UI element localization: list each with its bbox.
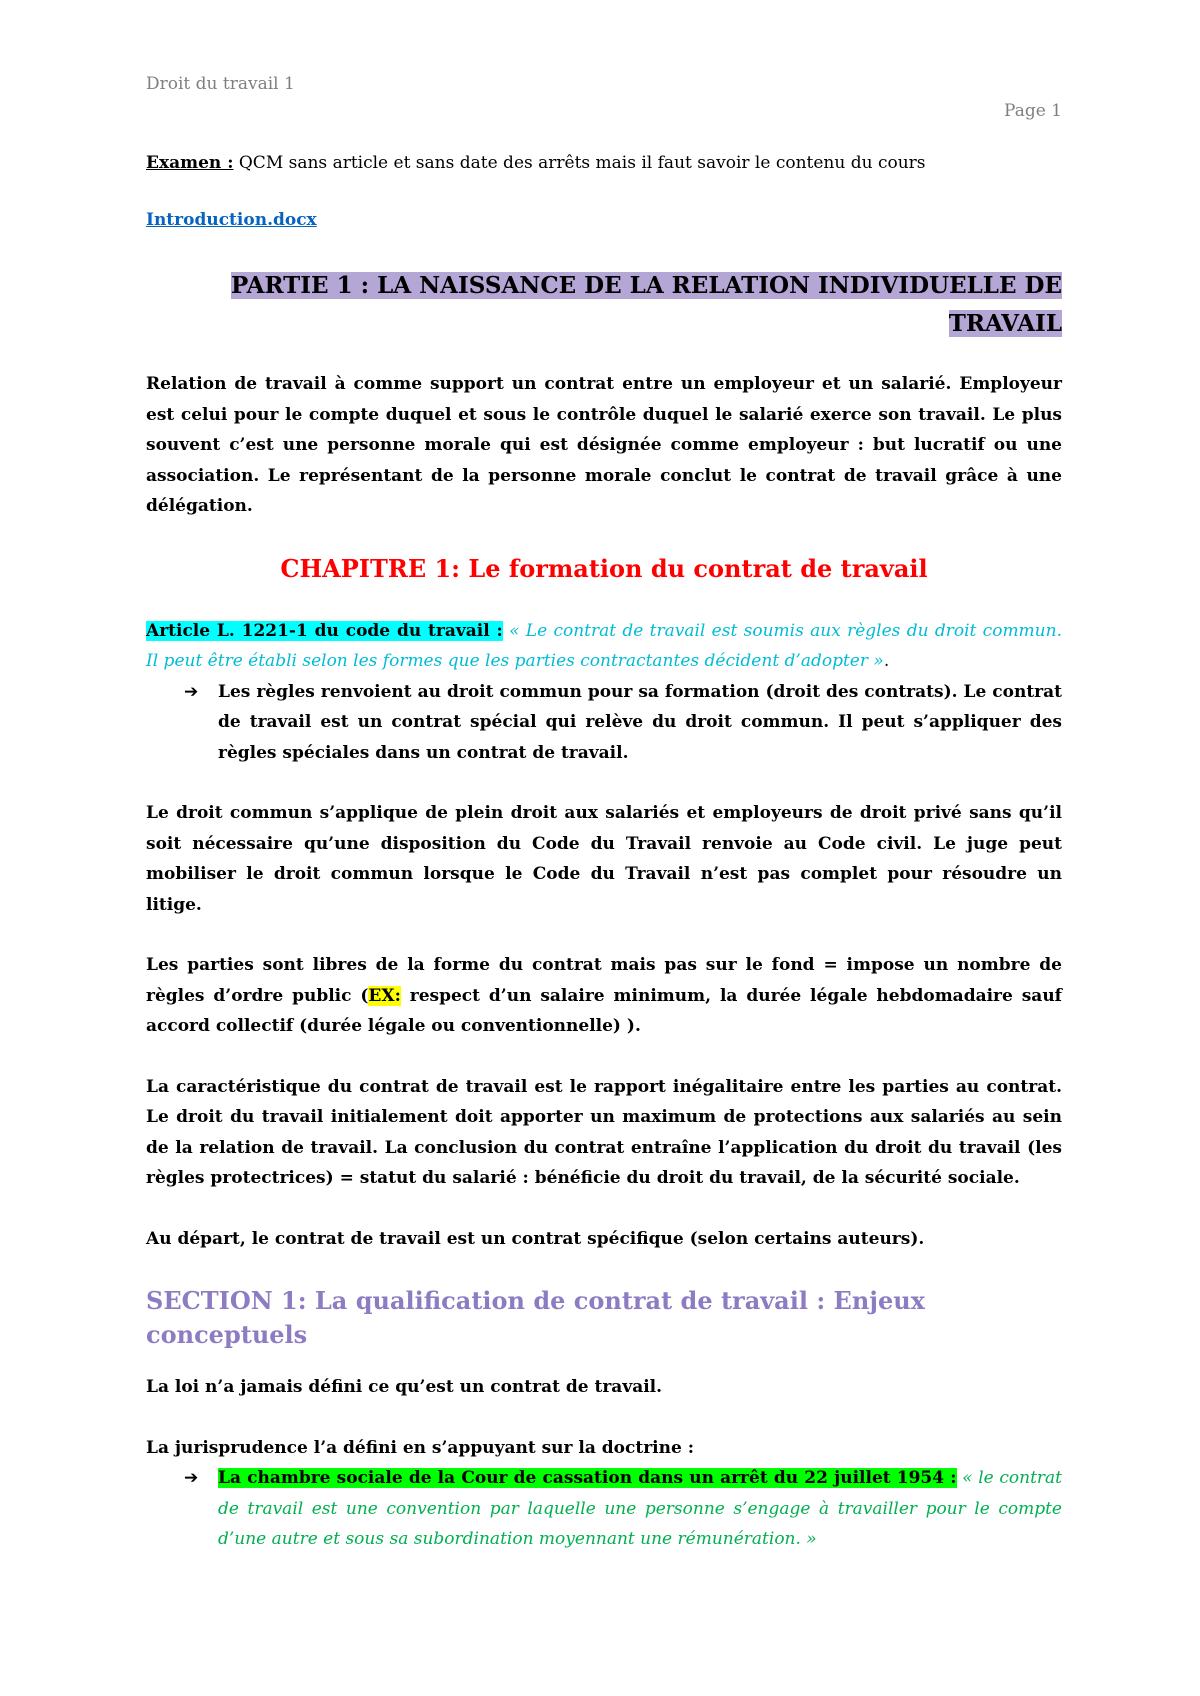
header-title: Droit du travail 1 [146, 74, 295, 94]
exam-note [146, 148, 1062, 179]
paragraph-loi: La loi n’a jamais défini ce qu’est un contrat de travail. [146, 1377, 663, 1397]
parties-after: respect d’un salaire minimum, la durée légale hebdomadaire sauf accord collectif (durée légale ou conventionnelle) ). [146, 985, 1062, 1036]
partie-line-2: TRAVAIL [948, 310, 1062, 337]
article-quote: « Le contrat de travail est soumis aux règles du droit commun. Il peut être établi selon les formes que les parties contractantes décident d’adopter » [146, 620, 1062, 671]
arrow-text-1: Les règles renvoient au droit commun pour sa formation (droit des contrats). Le contrat de travail est un contrat spécial qui relève du droit commun. Il peut s’appliquer des règles spéciales dans un contrat de travail. [218, 681, 1062, 763]
list-item [146, 677, 1062, 769]
arrow-2-quote: « le contrat de travail est une convention par laquelle une personne s’engage à travailler pour le compte d’une autre et sous sa subordination moyennant une rémunération. » [218, 1468, 1062, 1549]
exam-label: Examen : [146, 153, 234, 173]
parties-before: Les parties sont libres de la forme du contrat mais pas sur le fond = impose un nombre de règles d’ordre public ( [146, 955, 1062, 1006]
chapter-heading: CHAPITRE 1: Le formation du contrat de travail [280, 553, 928, 583]
partie-heading [146, 267, 1062, 343]
arrow-icon: ➔ [184, 681, 199, 702]
paragraph-jurisprudence: La jurisprudence l’a défini en s’appuyant sur la doctrine : [146, 1437, 695, 1458]
intro-paragraph: Relation de travail à comme support un contrat entre un employeur et un salarié. Employeur est celui pour le compte duquel et sous le contrôle duquel le salarié exerce son travail. Le plus souvent c’est une personne morale qui est désignée comme employeur : but lucratif ou une association. Le représentant de la personne morale conclut le contrat de travail grâce à une délégation. [146, 374, 1062, 516]
ex-label: EX: [368, 985, 401, 1006]
partie-line-1: PARTIE 1 : LA NAISSANCE DE LA RELATION INDIVIDUELLE DE [230, 272, 1062, 299]
article-label: Article L. 1221-1 du code du travail : [146, 620, 503, 641]
arrow-2-label: La chambre sociale de la Cour de cassation dans un arrêt du 22 juillet 1954 : [218, 1468, 957, 1488]
section-heading: SECTION 1: La qualification de contrat de travail : Enjeux conceptuels [146, 1286, 925, 1349]
document-body [146, 148, 1062, 1555]
paragraph-depart: Au départ, le contrat de travail est un contrat spécifique (selon certains auteurs). [146, 1228, 925, 1249]
article-end: . [883, 651, 890, 671]
introduction-link[interactable]: Introduction.docx [146, 209, 317, 230]
exam-text: QCM sans article et sans date des arrêts mais il faut savoir le contenu du cours [233, 153, 926, 173]
paragraph-caracteristique: La caractéristique du contrat de travail est le rapport inégalitaire entre les parties au contrat. Le droit du travail initialement doit apporter un maximum de protections aux salariés au sein de la relation de travail. La conclusion du contrat entraîne l’application du droit du travail (les règles protectrices) = statut du salarié : bénéficie du droit du travail, de la sécurité sociale. [146, 1076, 1062, 1188]
page-number: Page 1 [1004, 101, 1062, 121]
arrow-icon: ➔ [184, 1468, 199, 1488]
article-paragraph [146, 616, 1062, 677]
paragraph-droit-commun: Le droit commun s’applique de plein droit aux salariés et employeurs de droit privé sans qu’il soit nécessaire qu’une disposition du Code du Travail renvoie au Code civil. Le juge peut mobiliser le droit commun lorsque le Code du Travail n’est pas complet pour résoudre un litige. [146, 803, 1062, 915]
paragraph-parties [146, 950, 1062, 1042]
list-item [146, 1463, 1062, 1555]
